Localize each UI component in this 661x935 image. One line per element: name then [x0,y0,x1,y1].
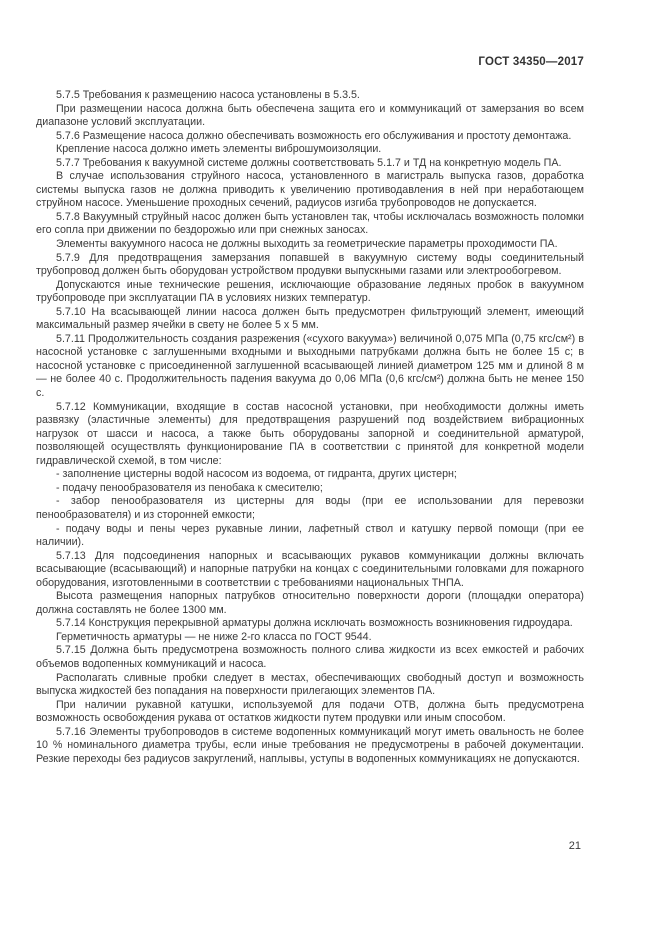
page-number: 21 [568,840,581,852]
paragraph: При наличии рукавной катушки, используемой для подачи ОТВ, должна быть предусмотрена возможность освобождения рукава от остатков жидкости путем продувки или иным способом. [36,698,584,725]
paragraph: Высота размещения напорных патрубков относительно поверхности дороги (площадки оператора) должна составлять не более 1300 мм. [36,590,584,616]
paragraph: 5.7.5 Требования к размещению насоса установлены в 5.3.5. [56,89,360,101]
paragraph: При размещении насоса должна быть обеспечена защита его и коммуникаций от замерзания во всем диапазоне условий эксплуатации. [36,102,584,129]
paragraph: 5.7.15 Должна быть предусмотрена возможность полного слива жидкости из всех емкостей и рабочих объемов водопенных коммуникаций и насоса. [36,644,584,670]
paragraph: 5.7.16 Элементы трубопроводов в системе водопенных коммуникаций могут иметь овальность не более 10 % номинального диаметра трубы, если иные требования не предусмотрены в рабочей документации. Резкие переходы без радиусов закруглений, наплывы, уступы в водопенных коммуникациях не допускаются. [36,725,584,765]
paragraph: 5.7.11 Продолжительность создания разрежения («сухого вакуума») величиной 0,075 МПа (0,75 кгс/см²) в насосной установке с заглушенными входными и выходными патрубками должна быть не более 15 с; в насосной установке с присоединенной заглушенной всасывающей линией диаметром 125 мм и длиной 8 м — не более 40 с. Продолжительность падения вакуума до 0,06 МПа (0,6 кгс/см²) должна быть не менее 150 с. [36,332,584,400]
list-item: - забор пенообразователя из цистерны для воды (при ее использовании для перевозки пенообразователя) и из сторонней емкости; [36,495,584,521]
paragraph: 5.7.10 На всасывающей линии насоса должен быть предусмотрен фильтрующий элемент, имеющий максимальный размер ячейки в свету не более 5 x 5 мм. [36,305,584,332]
paragraph: 5.7.7 Требования к вакуумной системе должны соответствовать 5.1.7 и ТД на конкретную модель ПА. [56,156,562,169]
paragraph: В случае использования струйного насоса, установленного в магистраль выпуска газов, доработка системы выпуска газов не должна приводить к увеличению противодавления в ней при неработающем струйном насосе. Уменьшение проходных сечений, радиусов изгиба трубопроводов не допускается. [36,170,584,210]
list-item: - подачу воды и пены через рукавные линии, лафетный ствол и катушку первой помощи (при ее наличии). [36,522,584,549]
paragraph: Располагать сливные пробки следует в местах, обеспечивающих свободный доступ и возможность выпуска жидкостей без попадания на поверхности прилегающих элементов ПА. [36,671,584,698]
paragraph: Герметичность арматуры — не ниже 2-го класса по ГОСТ 9544. [56,630,372,643]
paragraph: 5.7.9 Для предотвращения замерзания попавшей в вакуумную систему воды соединительный трубопровод должен быть оборудован устройством продувки выпускными газами или электрообогревом. [36,251,584,278]
paragraph: 5.7.13 Для подсоединения напорных и всасывающих рукавов коммуникации должны включать всасывающие (всасывающий) и напорные патрубки на концах с соединительными головками для пожарного оборудования, изготовленными в соответствии с требованиями национальных ТНПА. [36,549,584,589]
paragraph: 5.7.12 Коммуникации, входящие в состав насосной установки, при необходимости должны иметь развязку (эластичные элементы) для предотвращения разрушений под воздействием вибрационных нагрузок от шасси и насоса, а также быть оборудованы запорной и соединительной арматурой, позволяющей осуществлять функционирование ПА в соответствии с принятой для конкретной модели гидравлической схемой, в том числе: [36,400,584,467]
paragraph: 5.7.6 Размещение насоса должно обеспечивать возможность его обслуживания и простоту демонтажа. [56,129,572,142]
paragraph: 5.7.14 Конструкция перекрывной арматуры должна исключать возможность возникновения гидроудара. [56,617,573,630]
paragraph: Крепление насоса должно иметь элементы виброшумоизоляции. [56,143,382,156]
document-header-standard-number: ГОСТ 34350—2017 [478,56,584,68]
list-item: - заполнение цистерны водой насосом из водоема, от гидранта, других цистерн; [56,468,457,481]
paragraph: Допускаются иные технические решения, исключающие образование ледяных пробок в вакуумном трубопроводе при эксплуатации ПА в условиях низких температур. [36,278,584,305]
document-body [36,89,584,766]
paragraph: 5.7.8 Вакуумный струйный насос должен быть установлен так, чтобы исключалась возможность поломки его сопла при движении по бездорожью или при снежных заносах. [36,210,584,237]
list-item: - подачу пенообразователя из пенобака к смесителю; [56,481,323,494]
paragraph: Элементы вакуумного насоса не должны выходить за геометрические параметры проходимости ПА. [56,238,558,251]
